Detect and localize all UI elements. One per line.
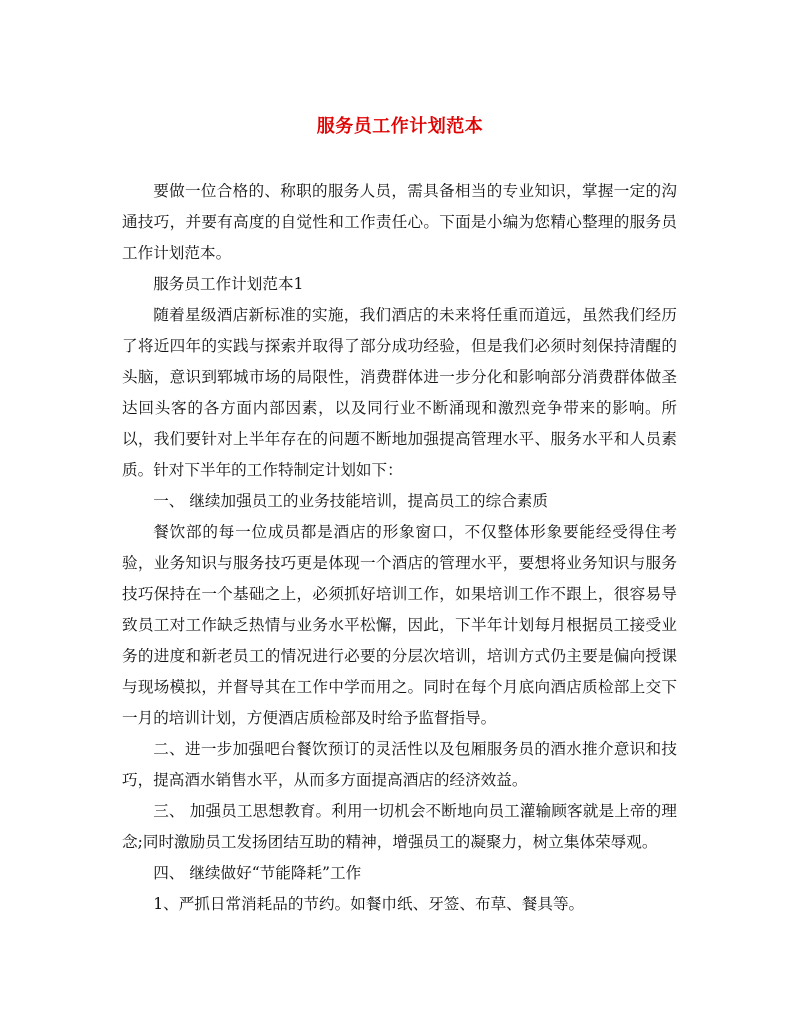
item-4-subitem-1: 1、严抓日常消耗品的节约。如餐巾纸、牙签、布草、餐具等。: [153, 895, 585, 913]
document-body: [122, 176, 677, 920]
item-2-paragraph: 二、进一步加强吧台餐饮预订的灵活性以及包厢服务员的酒水推介意识和技巧，提高酒水销售水平，从而多方面提高酒店的经济效益。: [122, 740, 677, 789]
background-paragraph: 随着星级酒店新标准的实施，我们酒店的未来将任重而道远，虽然我们经历了将近四年的实践与探索并取得了部分成功经验，但是我们必须时刻保持清醒的头脑，意识到郓城市场的局限性，消费群体进一步分化和影响部分消费群体做圣达回头客的各方面内部因素，以及同行业不断涌现和激烈竞争带来的影响。所以，我们要针对上半年存在的问题不断地加强提高管理水平、服务水平和人员素质。针对下半年的工作特制定计划如下：: [122, 306, 677, 479]
item-1-paragraph: 餐饮部的每一位成员都是酒店的形象窗口，不仅整体形象要能经受得住考验，业务知识与服务技巧更是体现一个酒店的管理水平，要想将业务知识与服务技巧保持在一个基础之上，必须抓好培训工作，如果培训工作不跟上，很容易导致员工对工作缺乏热情与业务水平松懈，因此，下半年计划每月根据员工接受业务的进度和新老员工的情况进行必要的分层次培训，培训方式仍主要是偏向授课与现场模拟，并督导其在工作中学而用之。同时在每个月底向酒店质检部上交下一月的培训计划，方便酒店质检部及时给予监督指导。: [122, 523, 677, 727]
document-title: 服务员工作计划范本: [316, 116, 484, 137]
item-1-heading: 一、 继续加强员工的业务技能培训，提高员工的综合素质: [153, 492, 548, 510]
section-heading-plan-1: 服务员工作计划范本1: [153, 275, 304, 293]
item-4-heading: 四、 继续做好“节能降耗”工作: [153, 864, 362, 882]
item-3-paragraph: 三、 加强员工思想教育。利用一切机会不断地向员工灌输顾客就是上帝的理念;同时激励员工发扬团结互助的精神，增强员工的凝聚力，树立集体荣辱观。: [122, 802, 677, 851]
intro-paragraph: 要做一位合格的、称职的服务人员，需具备相当的专业知识，掌握一定的沟通技巧，并要有高度的自觉性和工作责任心。下面是小编为您精心整理的服务员工作计划范本。: [122, 182, 677, 262]
